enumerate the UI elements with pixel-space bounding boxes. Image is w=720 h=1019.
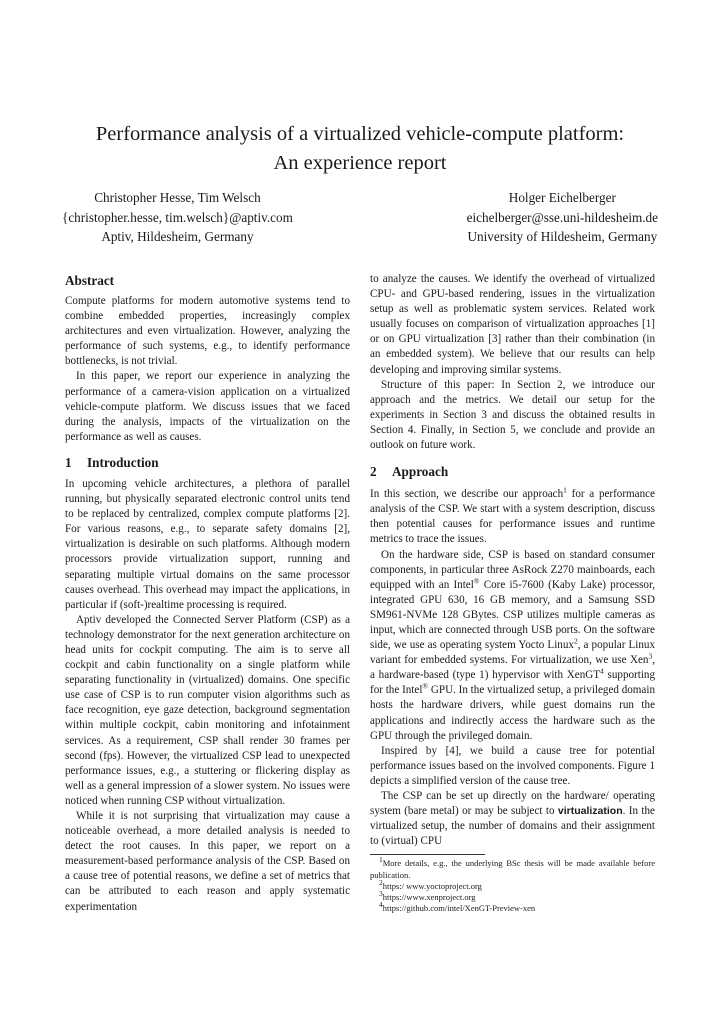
title-line-1: Performance analysis of a virtualized vehicle-compute platform: (95, 123, 625, 145)
author-affiliation: University of Hildesheim, Germany (467, 229, 658, 244)
footnote-mark: 1 (563, 485, 567, 495)
intro-paragraph-3-continued: to analyze the causes. We identify the overhead of virtualized CPU- and GPU-based rendering, issues in the virtualization setup as well as problematic system services. Related work usually focuses on comparison of virtualization approaches [1] or on GPU virtualization [3] rather than their combination (in an embedded system). We believe that our results can help developing and improving similar systems. (370, 273, 655, 376)
section-number: 2 (370, 464, 377, 480)
section-number: 1 (65, 454, 72, 470)
author-affiliation: Aptiv, Hildesheim, Germany (101, 229, 254, 244)
approach-paragraph-4: The CSP can be set up directly on the hardware/ operating system (bare metal) or may be subject to virtualization. In the virtualized setup, the number of domains and their assignment to (virtual) CPU (370, 790, 655, 848)
title-line-2: An experience report (273, 152, 447, 174)
section-2-heading (370, 463, 655, 480)
author-block-hildesheim (467, 188, 658, 247)
intro-paragraph-3: While it is not surprising that virtualization may cause a noticeable overhead, a more detailed analysis is needed to detect the root causes. In this paper, we report on a measurement-based performance analysis of the CSP. Based on a cause tree of potential reasons, we define a set of metrics that can be attributed to each reason and apply systematic experimentation (65, 810, 350, 913)
intro-paragraph-2: Aptiv developed the Connected Server Platform (CSP) as a technology demonstrator for the next generation architecture on head units for cockpit computing. The aim is to serve all cockpit and cabin functionality on a single platform while separating functionality in (virtualized) domains. One specific use case of CSP is to run computer vision algorithms such as face recognition, eye gaze detection, background segmentation within multiple cockpit, cabin monitoring and infotainment services. As a requirement, CSP shall render 30 frames per second (fps). However, the virtualized CSP lead to unexpected performance issues, e.g., a stuttering or flickering display as well as a general impression of a slower system. No issues were noticed when running CSP without virtualization. (65, 613, 350, 807)
approach-paragraph-2: On the hardware side, CSP is based on standard consumer components, in particular three AsRock Z270 mainboards, each equipped with an Intel® Core i5-7600 (Kaby Lake) processor, integrated GPU 630, 16 GB memory, and a Samsung SSD SM961-NVMe 128 GBytes. CSP utilizes multiple cameras as input, which are connected through USB ports. On the software side, we use as operating system Yocto Linux$^2$, a popular Linux variant for embedded systems. For virtualization, we use Xen$^3$, a hardware-based (type 1) hypervisor with XenGT$^4$ supporting for the Intel® GPU. In the virtualized setup, a privileged domain hosts the hardware drivers, while guest domains run the applications and indirectly access the hardware such as the GPU through the privileged domain. (370, 548, 656, 742)
paper-title (0, 120, 720, 178)
footnotes (370, 855, 655, 914)
section-title: Introduction (87, 454, 159, 470)
intro-paragraph-1: In upcoming vehicle architectures, a plethora of parallel running, but physically separated electronic control units tend to be replaced by centralized, complex compute platforms [2]. For various reasons, e.g., to separate safety domains [2], virtualization is desirable on such platforms. Although modern processors provide virtualization support, running and separating multiple virtual domains on the same processor causes overhead. This overhead may impact the applications, in particular if (soft-)realtime processing is required. (65, 477, 350, 611)
keyword-virtualization: virtualization (557, 805, 623, 818)
footnote-divider (370, 854, 485, 855)
footnote-3: $^3$https://www.xenproject.org (379, 889, 476, 902)
intro-paragraph-4: Structure of this paper: In Section 2, we introduce our approach and the metrics. We detail our setup for the experiments in Section 3 and discuss the obtained results in Section 4. Finally, in Section 5, we conclude and provide an outlook on future work. (370, 378, 655, 452)
right-column (370, 272, 655, 914)
author-email: eichelberger@sse.uni-hildesheim.de (466, 209, 658, 225)
footnote-1: $^1$More details, e.g., the underlying BSc thesis will be made available before publication. (370, 855, 655, 880)
author-names: Holger Eichelberger (508, 190, 616, 205)
section-1-heading (65, 454, 350, 471)
approach-paragraph-3: Inspired by [4], we build a cause tree for potential performance issues based on the involved components. Figure 1 depicts a simplified version of the cause tree. (370, 744, 655, 787)
footnote-mark: 2 (573, 636, 578, 646)
footnote-4: $^4$https://github.com/intel/XenGT-Preview-xen (379, 900, 536, 914)
author-block-aptiv (62, 188, 293, 247)
author-email: {christopher.hesse, tim.welsch}@aptiv.com (62, 209, 293, 225)
registered-mark: ® (422, 681, 429, 691)
abstract-paragraph-1: Compute platforms for modern automotive systems tend to combine embedded properties, increasingly complex architectures and even virtualization. However, analyzing the performance of such systems, e.g., to identify performance bottlenecks, is not trivial. (65, 295, 350, 368)
footnote-mark: 3 (648, 651, 653, 661)
abstract-paragraph-2: In this paper, we report our experience in analyzing the performance of a camera-vision application on a virtualized vehicle-compute platform. We discuss issues that we faced during the analysis, impacts of the virtualization on the performance as well as causes. (65, 370, 350, 443)
section-title: Approach (392, 464, 449, 480)
author-list (62, 188, 658, 247)
left-column (65, 272, 350, 915)
registered-mark: ® (473, 576, 480, 585)
abstract-heading: Abstract (65, 273, 115, 288)
approach-paragraph-1: In this section, we describe our approach$^1$ for a performance analysis of the CSP. We start with a system description, discuss then potential causes for performance issues and runtime metrics to trace the issues. (370, 485, 655, 546)
footnote-mark: 4 (600, 666, 604, 676)
author-names: Christopher Hesse, Tim Welsch (94, 190, 261, 205)
footnote-2: $^2$https:/ www.yoctoproject.org (379, 877, 482, 891)
